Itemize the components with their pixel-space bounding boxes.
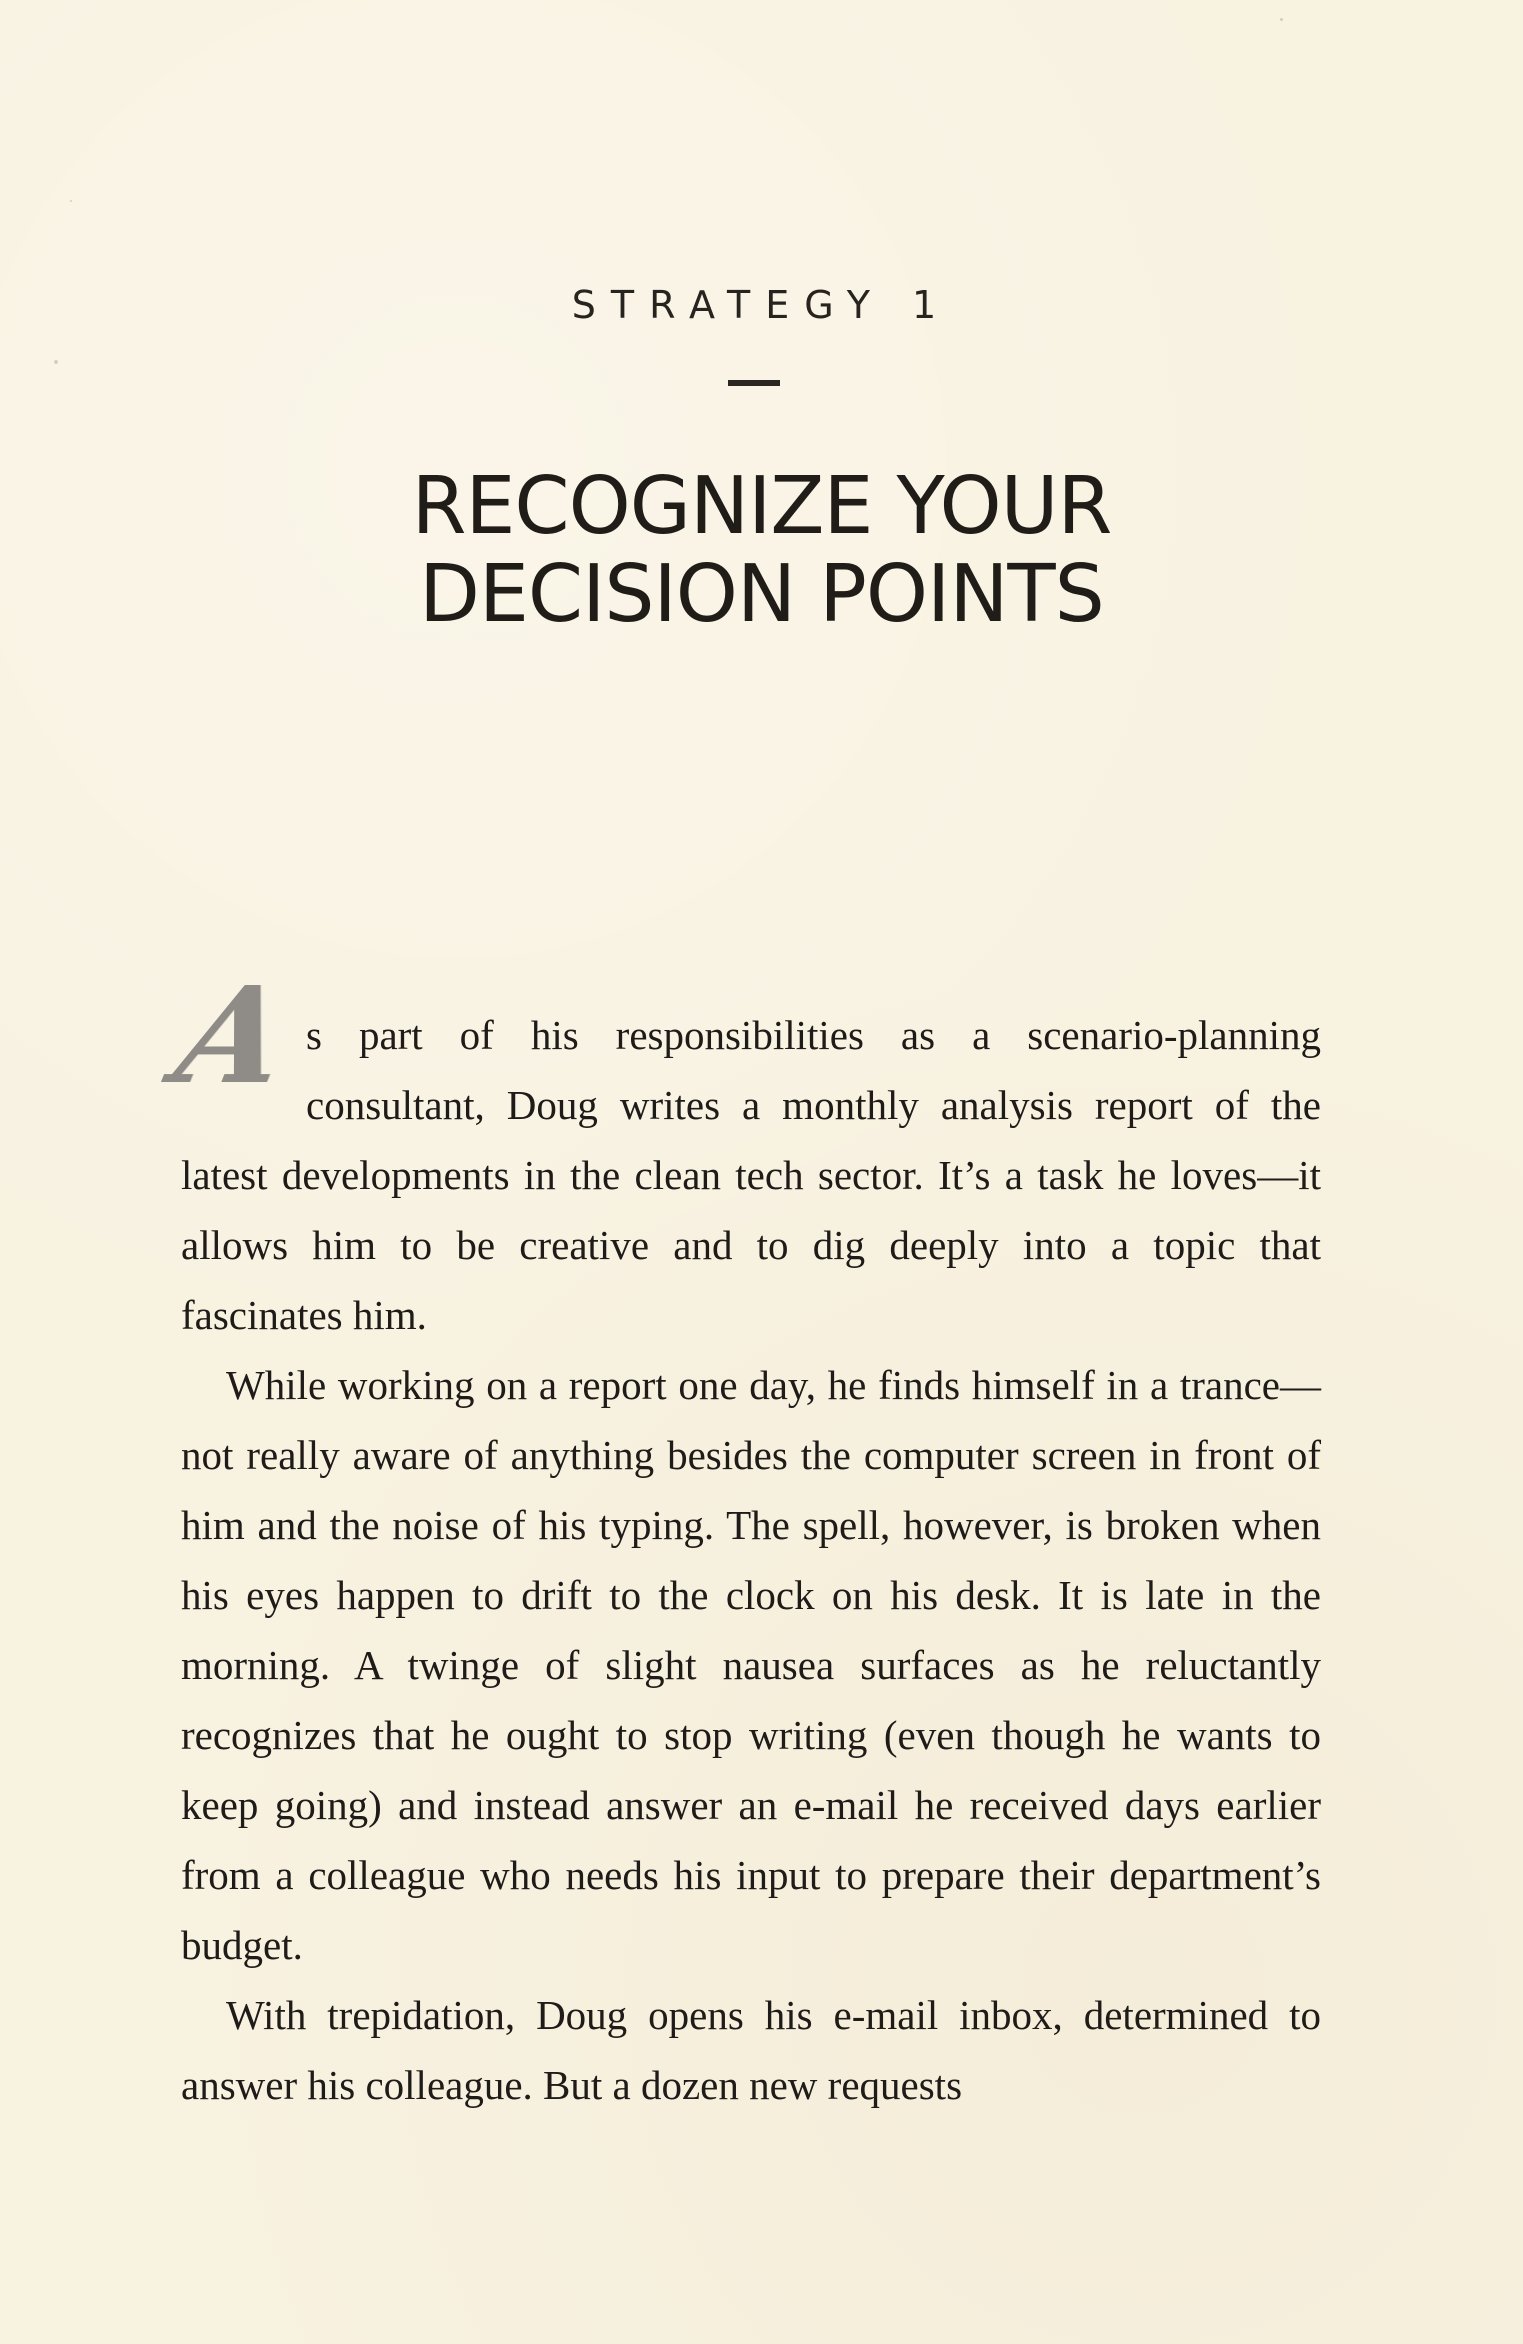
paper-speck [70,200,72,202]
paper-speck [1280,18,1283,21]
paragraph-1-text: s part of his responsibilities as a scenario-planning consultant, Doug writes a monthly analysis report of the latest developments in the clean tech sector. It’s a task he loves—it allows him to be creative and to dig deeply into a topic that fascinates him. [181,1012,1321,1338]
chapter-title-line-1: RECOGNIZE YOUR [411,460,1112,552]
paragraph-3: With trepidation, Doug opens his e-mail inbox, determined to answer his colleague. But a dozen new requests [181,1992,1321,2108]
chapter-kicker: STRATEGY 1 [571,283,952,327]
paper-speck [54,360,58,364]
chapter-title-line-2: DECISION POINTS [419,548,1104,640]
body-text [164,958,1321,2120]
paragraph-2: While working on a report one day, he finds himself in a trance—not really aware of anything besides the computer screen in front of him and the noise of his typing. The spell, however, is broken when his eyes happen to drift to the clock on his desk. It is late in the morning. A twinge of slight nausea surfaces as he reluctantly recognizes that he ought to stop writing (even though he wants to keep going) and instead answer an e-mail he received days earlier from a colleague who needs his input to prepare their department’s budget. [181,1362,1321,1968]
chapter-rule [728,380,780,386]
paragraph-1 [164,958,1321,1350]
drop-cap: A [164,958,301,1114]
drop-cap-container [164,958,304,1126]
chapter-title [0,462,1523,638]
